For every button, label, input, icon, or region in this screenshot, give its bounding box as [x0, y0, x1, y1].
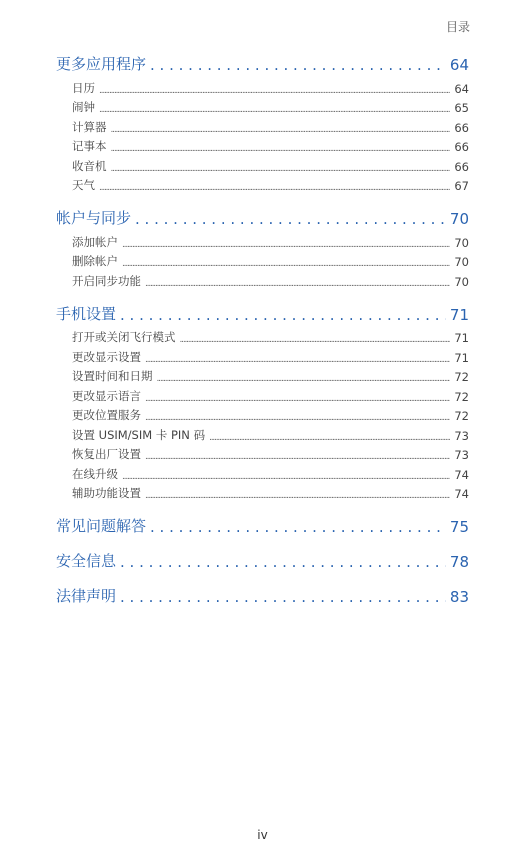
toc-section[interactable]	[56, 365, 469, 385]
toc-chapter[interactable]	[56, 514, 469, 536]
section-page: 66	[454, 120, 469, 135]
section-title: 添加帐户	[72, 234, 118, 249]
section-title: 设置 USIM/SIM 卡 PIN 码	[72, 427, 206, 442]
section-page: 73	[454, 428, 469, 443]
chapter-page: 75	[449, 518, 469, 536]
toc-section[interactable]	[56, 269, 469, 289]
chapter-page: 78	[449, 553, 469, 571]
section-page: 74	[454, 467, 469, 482]
toc-section[interactable]	[56, 423, 469, 443]
section-page: 72	[454, 370, 469, 384]
section-page: 71	[454, 331, 469, 345]
dot-leader	[145, 491, 450, 501]
toc-section[interactable]	[56, 174, 469, 194]
toc-section[interactable]	[56, 230, 469, 250]
toc-section[interactable]	[56, 96, 469, 116]
section-page: 65	[454, 101, 469, 115]
chapter-title: 帐户与同步	[56, 209, 132, 227]
dot-leader	[150, 56, 446, 74]
toc-section[interactable]	[56, 384, 469, 404]
dot-leader	[157, 374, 451, 384]
chapter-page: 64	[449, 56, 469, 74]
section-title: 辅助功能设置	[72, 486, 141, 500]
dot-leader	[120, 588, 446, 606]
toc-section[interactable]	[56, 250, 469, 270]
chapter-title: 安全信息	[56, 552, 117, 570]
section-title: 闹钟	[72, 100, 95, 114]
section-title: 设置时间和日期	[72, 369, 153, 383]
dot-leader	[122, 240, 450, 250]
section-page: 66	[454, 159, 469, 174]
section-page: 70	[454, 274, 469, 289]
table-of-contents	[56, 52, 469, 606]
toc-chapter[interactable]	[56, 302, 469, 324]
toc-section[interactable]	[56, 482, 469, 502]
section-page: 72	[454, 409, 469, 423]
toc-section[interactable]	[56, 326, 469, 346]
toc-section[interactable]	[56, 404, 469, 424]
dot-leader	[209, 433, 450, 443]
dot-leader	[145, 394, 450, 404]
section-page: 67	[454, 179, 469, 193]
dot-leader	[99, 86, 450, 96]
section-page: 72	[454, 389, 469, 404]
dot-leader	[150, 518, 446, 536]
dot-leader	[99, 105, 450, 115]
section-page: 73	[454, 448, 469, 462]
dot-leader	[99, 183, 450, 193]
toc-chapter[interactable]	[56, 549, 469, 571]
toc-chapter[interactable]	[56, 52, 469, 74]
section-title: 天气	[72, 178, 95, 192]
dot-leader	[145, 413, 450, 423]
section-title: 开启同步功能	[72, 273, 141, 288]
toc-chapter[interactable]	[56, 584, 469, 606]
chapter-page: 71	[449, 305, 469, 324]
chapter-page: 83	[449, 588, 469, 606]
dot-leader	[111, 164, 451, 174]
section-title: 计算器	[72, 119, 107, 134]
section-title: 恢复出厂设置	[72, 447, 141, 461]
chapter-title: 法律声明	[56, 587, 117, 605]
toc-section[interactable]	[56, 345, 469, 365]
section-title: 收音机	[72, 158, 107, 173]
toc-chapter[interactable]	[56, 206, 469, 228]
section-title: 删除帐户	[72, 254, 118, 268]
section-title: 更改显示语言	[72, 388, 141, 403]
dot-leader	[145, 452, 450, 462]
dot-leader	[111, 125, 451, 135]
dot-leader	[145, 355, 450, 365]
section-title: 更改显示设置	[72, 349, 141, 364]
section-title: 日历	[72, 80, 95, 95]
page-number: iv	[257, 828, 268, 842]
dot-leader	[145, 279, 450, 289]
section-page: 71	[454, 350, 469, 365]
dot-leader	[120, 306, 446, 324]
chapter-title: 手机设置	[56, 304, 117, 323]
dot-leader	[111, 144, 451, 154]
running-header: 目录	[445, 20, 470, 34]
chapter-page: 70	[449, 210, 469, 228]
toc-section[interactable]	[56, 76, 469, 96]
section-page: 70	[454, 235, 469, 250]
section-page: 74	[454, 487, 469, 501]
toc-section[interactable]	[56, 443, 469, 463]
dot-leader	[120, 553, 446, 571]
section-title: 打开或关闭飞行模式	[72, 330, 176, 344]
toc-section[interactable]	[56, 135, 469, 155]
section-title: 记事本	[72, 139, 107, 153]
toc-section[interactable]	[56, 115, 469, 135]
chapter-title: 更多应用程序	[56, 55, 147, 73]
section-page: 64	[454, 81, 469, 96]
section-page: 70	[454, 255, 469, 269]
dot-leader	[135, 210, 446, 228]
toc-section[interactable]	[56, 154, 469, 174]
dot-leader	[122, 259, 450, 269]
dot-leader	[122, 472, 450, 482]
section-title: 在线升级	[72, 466, 118, 481]
section-title: 更改位置服务	[72, 408, 141, 422]
dot-leader	[180, 335, 451, 345]
chapter-title: 常见问题解答	[56, 517, 147, 535]
toc-section[interactable]	[56, 462, 469, 482]
section-page: 66	[454, 140, 469, 154]
